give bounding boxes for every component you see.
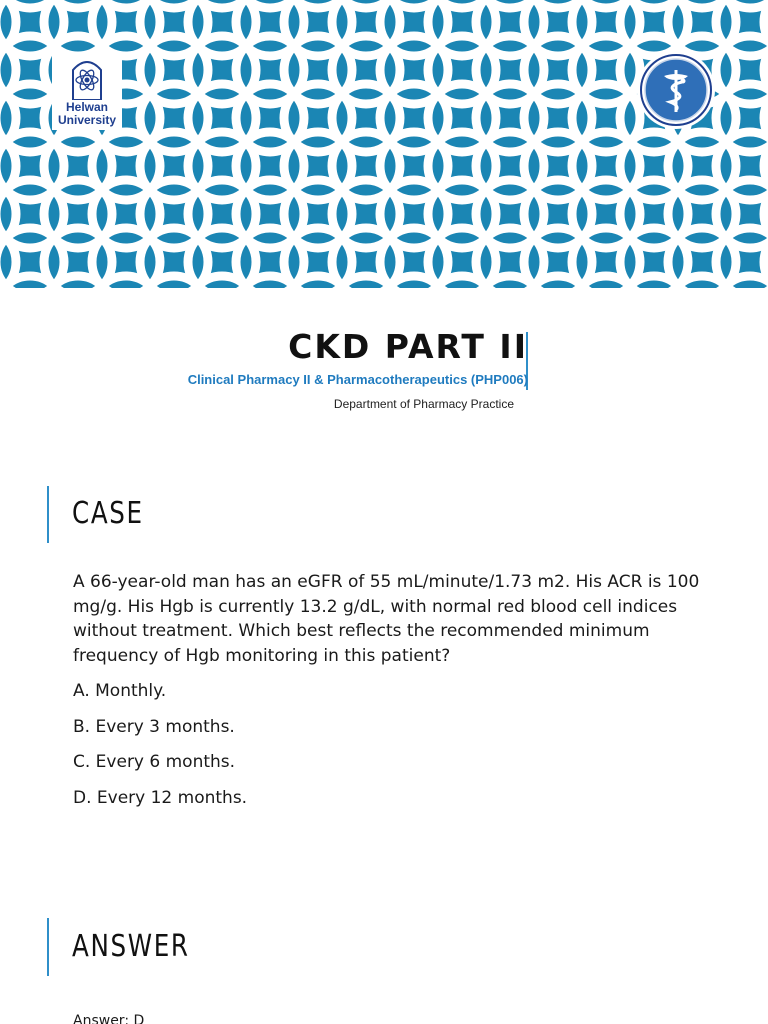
answer-text: Answer: D xyxy=(73,1013,145,1024)
page-title: CKD PART II xyxy=(288,327,528,366)
university-name xyxy=(58,101,116,127)
pharmacy-caduceus-logo-icon xyxy=(636,50,716,130)
case-question: A 66-year-old man has an eGFR of 55 mL/minute/1.73 m2. His ACR is 100 mg/g. His Hgb is currently 13.2 g/dL, with normal red blood cell indices without treatment. Which best reflects the recommended minimum frequency of Hgb monitoring in this patient? xyxy=(73,572,700,666)
banner-pattern xyxy=(0,0,768,288)
department-name: Department of Pharmacy Practice xyxy=(333,397,514,411)
helwan-university-logo xyxy=(52,52,122,130)
university-name-line2: University xyxy=(57,113,117,127)
answer-heading: ANSWER xyxy=(72,929,190,964)
atom-emblem-icon xyxy=(69,56,105,100)
option-a: A. Monthly. xyxy=(73,681,167,701)
option-d: D. Every 12 months. xyxy=(73,787,248,808)
case-accent-bar xyxy=(47,486,49,543)
university-name-line1: Helwan xyxy=(65,100,108,114)
case-heading: CASE xyxy=(72,496,144,531)
option-c: C. Every 6 months. xyxy=(73,752,236,772)
answer-options xyxy=(73,679,247,821)
course-subtitle: Clinical Pharmacy II & Pharmacotherapeutics (PHP006) xyxy=(187,372,528,387)
option-b: B. Every 3 months. xyxy=(73,716,235,737)
title-block xyxy=(188,326,528,388)
answer-accent-bar xyxy=(47,918,49,976)
header-banner xyxy=(0,0,768,288)
